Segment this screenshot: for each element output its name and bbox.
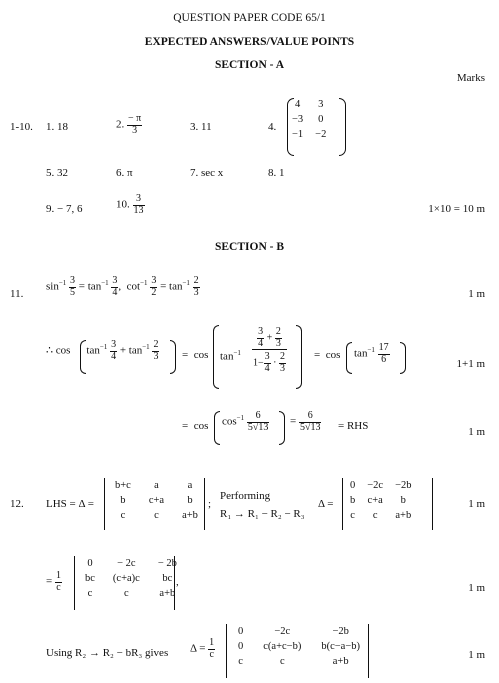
q11-number: 11. bbox=[10, 288, 24, 300]
answer-4-label: 4. bbox=[268, 121, 277, 133]
q11-line1-marks: 1 m bbox=[468, 288, 485, 300]
section-a-heading: SECTION - A bbox=[214, 59, 285, 71]
comma: , bbox=[176, 576, 179, 588]
paren-open bbox=[346, 342, 352, 374]
performing-label: Performing bbox=[220, 490, 271, 502]
matrix-cell: b+c bbox=[115, 480, 131, 491]
q1-10-label: 1-10. bbox=[10, 121, 33, 133]
answer-3: 3. 11 bbox=[190, 121, 212, 133]
q12-line2-marks: 1 m bbox=[468, 582, 485, 594]
matrix-cell: b bbox=[400, 495, 406, 506]
matrix-cell: −1 bbox=[292, 129, 304, 140]
delta-equals: Δ = bbox=[318, 498, 334, 510]
matrix-cell: (c+a)c bbox=[112, 573, 140, 584]
matrix-cell: c bbox=[350, 510, 355, 521]
matrix-cell: a bbox=[187, 480, 193, 491]
matrix-cell: bc bbox=[85, 573, 95, 584]
matrix-row bbox=[228, 624, 370, 639]
matrix-cell: c bbox=[279, 656, 285, 667]
q11-therefore-line: ∴ $\cos \tan^{-1}$ $\frac{3}{4}$ + $\tan^{-1}$ $\frac{2}{3}$ bbox=[46, 339, 159, 362]
matrix-row bbox=[76, 571, 186, 586]
matrix-cell: −2b bbox=[395, 480, 412, 491]
lhs-delta: LHS = Δ = bbox=[46, 498, 94, 510]
matrix-row bbox=[344, 508, 418, 523]
matrix-cell: a+b bbox=[159, 588, 176, 599]
matrix-cell: a bbox=[154, 480, 159, 491]
answer-8: 8. 1 bbox=[268, 167, 285, 179]
matrix-cell: a+b bbox=[395, 510, 412, 521]
tan-inverse-17-6: $\tan^{-1}$ $\frac{17}{6}$ bbox=[354, 342, 389, 365]
matrix-cell: 0 bbox=[350, 480, 356, 491]
det-bar-left bbox=[226, 624, 227, 678]
matrix-right-paren bbox=[339, 98, 346, 156]
det-bar-right bbox=[368, 624, 369, 678]
expected-answers-heading: EXPECTED ANSWERS/VALUE POINTS bbox=[144, 36, 355, 48]
determinant-2 bbox=[344, 478, 418, 523]
matrix-row bbox=[344, 478, 418, 493]
answer-10: 10. $\frac{3}{13}$ bbox=[116, 193, 144, 216]
q11-line2-marks: 1+1 m bbox=[456, 358, 485, 370]
det-bar-right bbox=[204, 478, 205, 530]
matrix-cell: b bbox=[187, 495, 193, 506]
determinant-1 bbox=[106, 478, 207, 523]
answer-2: 2. $\frac{- \pi}{3}$ bbox=[116, 113, 142, 136]
q11-statement: $\sin^{-1}$ $\frac{3}{5}$ = $\tan^{-1}$ $\frac{3}{4}$ , $\cot^{-1}$ $\frac{3}{2}$ = $\tan^{-1}$ $\frac{2}{3}$ bbox=[46, 275, 199, 298]
matrix-cell: −2 bbox=[315, 129, 327, 140]
q12-line1-marks: 1 m bbox=[468, 498, 485, 510]
q11-line3-marks: 1 m bbox=[468, 426, 485, 438]
paren-close bbox=[170, 340, 176, 374]
matrix-cell: c+a bbox=[148, 495, 165, 506]
matrix-cell: c bbox=[154, 510, 159, 521]
det-bar-left bbox=[104, 478, 105, 530]
matrix-cell: c(a+c−b) bbox=[263, 641, 302, 652]
matrix-row bbox=[344, 493, 418, 508]
final-fraction: = $\frac{6}{5√13}$ bbox=[290, 410, 321, 433]
matrix-row bbox=[228, 654, 370, 669]
matrix-cell: −2b bbox=[332, 626, 349, 637]
det-bar-left bbox=[342, 478, 343, 530]
answer-1: 1. 18 bbox=[46, 121, 68, 133]
answer-5: 5. 32 bbox=[46, 167, 68, 179]
matrix-left-paren bbox=[287, 98, 294, 156]
matrix-row bbox=[106, 508, 207, 523]
matrix-cell: c bbox=[120, 510, 126, 521]
matrix-cell: 0 bbox=[238, 626, 244, 637]
equals-cos-cos: = cos bbox=[182, 420, 209, 432]
paren-open bbox=[80, 340, 86, 374]
matrix-cell: c+a bbox=[367, 495, 383, 506]
matrix-cell: −2c bbox=[274, 626, 291, 637]
compound-fraction: $\frac{3}{4}$ + $\frac{2}{3}$ 1− $\frac{3}{4}$ · $\frac{2}{3}$ bbox=[253, 326, 285, 374]
paper-code-title: QUESTION PAPER CODE 65/1 bbox=[173, 12, 326, 24]
answer-6: 6. π bbox=[116, 167, 133, 179]
cos-inverse-fraction: $\cos^{-1}$ $\frac{6}{5√13}$ bbox=[222, 410, 269, 433]
matrix-cell: c bbox=[238, 656, 243, 667]
tan-inverse-label: $\tan^{-1}$ bbox=[220, 349, 241, 363]
matrix-cell: −3 bbox=[292, 114, 304, 125]
paren-close bbox=[400, 342, 406, 374]
matrix-cell: 4 bbox=[294, 99, 301, 110]
determinant-3 bbox=[76, 556, 186, 601]
answer-9: 9. − 7, 6 bbox=[46, 203, 83, 215]
matrix-row bbox=[76, 586, 186, 601]
matrix-cell: b bbox=[350, 495, 356, 506]
section-a-total-marks: 1×10 = 10 m bbox=[428, 203, 485, 215]
matrix-cell: bc bbox=[162, 573, 173, 584]
using-operation: Using R₂ → R₂ − bR₃ gives bbox=[46, 647, 169, 659]
matrix-cell: − 2c bbox=[117, 558, 136, 569]
matrix-cell: a+b bbox=[332, 656, 349, 667]
matrix-row bbox=[76, 556, 186, 571]
equals-cos-result: = cos bbox=[314, 349, 341, 361]
matrix-cell: − 2b bbox=[157, 558, 177, 569]
section-b-heading: SECTION - B bbox=[214, 241, 285, 253]
matrix-cell: 0 bbox=[238, 641, 244, 652]
det-bar-left bbox=[74, 556, 75, 610]
q12-number: 12. bbox=[10, 498, 24, 510]
matrix-cell: c bbox=[124, 588, 129, 599]
delta-one-over-c: Δ = $\frac{1}{c}$ bbox=[190, 637, 215, 660]
paren-close bbox=[296, 325, 302, 389]
marks-column-heading: Marks bbox=[456, 72, 485, 84]
matrix-cell: −2c bbox=[367, 480, 384, 491]
equals-cos-line: = cos bbox=[182, 349, 209, 361]
answer-7: 7. sec x bbox=[190, 167, 224, 179]
matrix-row bbox=[228, 639, 370, 654]
semicolon: ; bbox=[208, 498, 212, 510]
matrix-cell: c bbox=[87, 588, 93, 599]
matrix-row bbox=[106, 478, 207, 493]
rhs-label: = RHS bbox=[338, 420, 369, 432]
matrix-cell: b bbox=[120, 495, 126, 506]
one-over-c: = $\frac{1}{c}$ bbox=[46, 570, 61, 593]
matrix-cell: 0 bbox=[87, 558, 93, 569]
matrix-cell: c bbox=[372, 510, 378, 521]
determinant-4 bbox=[228, 624, 370, 669]
det-bar-right bbox=[174, 556, 175, 610]
matrix-cell: 3 bbox=[318, 99, 324, 110]
q12-line3-marks: 1 m bbox=[468, 649, 485, 661]
matrix-row bbox=[106, 493, 207, 508]
matrix-cell: b(c−a−b) bbox=[321, 641, 360, 652]
paren-close bbox=[279, 411, 285, 445]
paren-open bbox=[214, 411, 220, 445]
det-bar-right bbox=[432, 478, 433, 530]
row-operation: R₁ → R₁ − R₂ − R₃ bbox=[220, 508, 305, 520]
paren-open bbox=[213, 325, 219, 389]
matrix-cell: 0 bbox=[318, 114, 324, 125]
matrix-cell: a+b bbox=[182, 510, 198, 521]
